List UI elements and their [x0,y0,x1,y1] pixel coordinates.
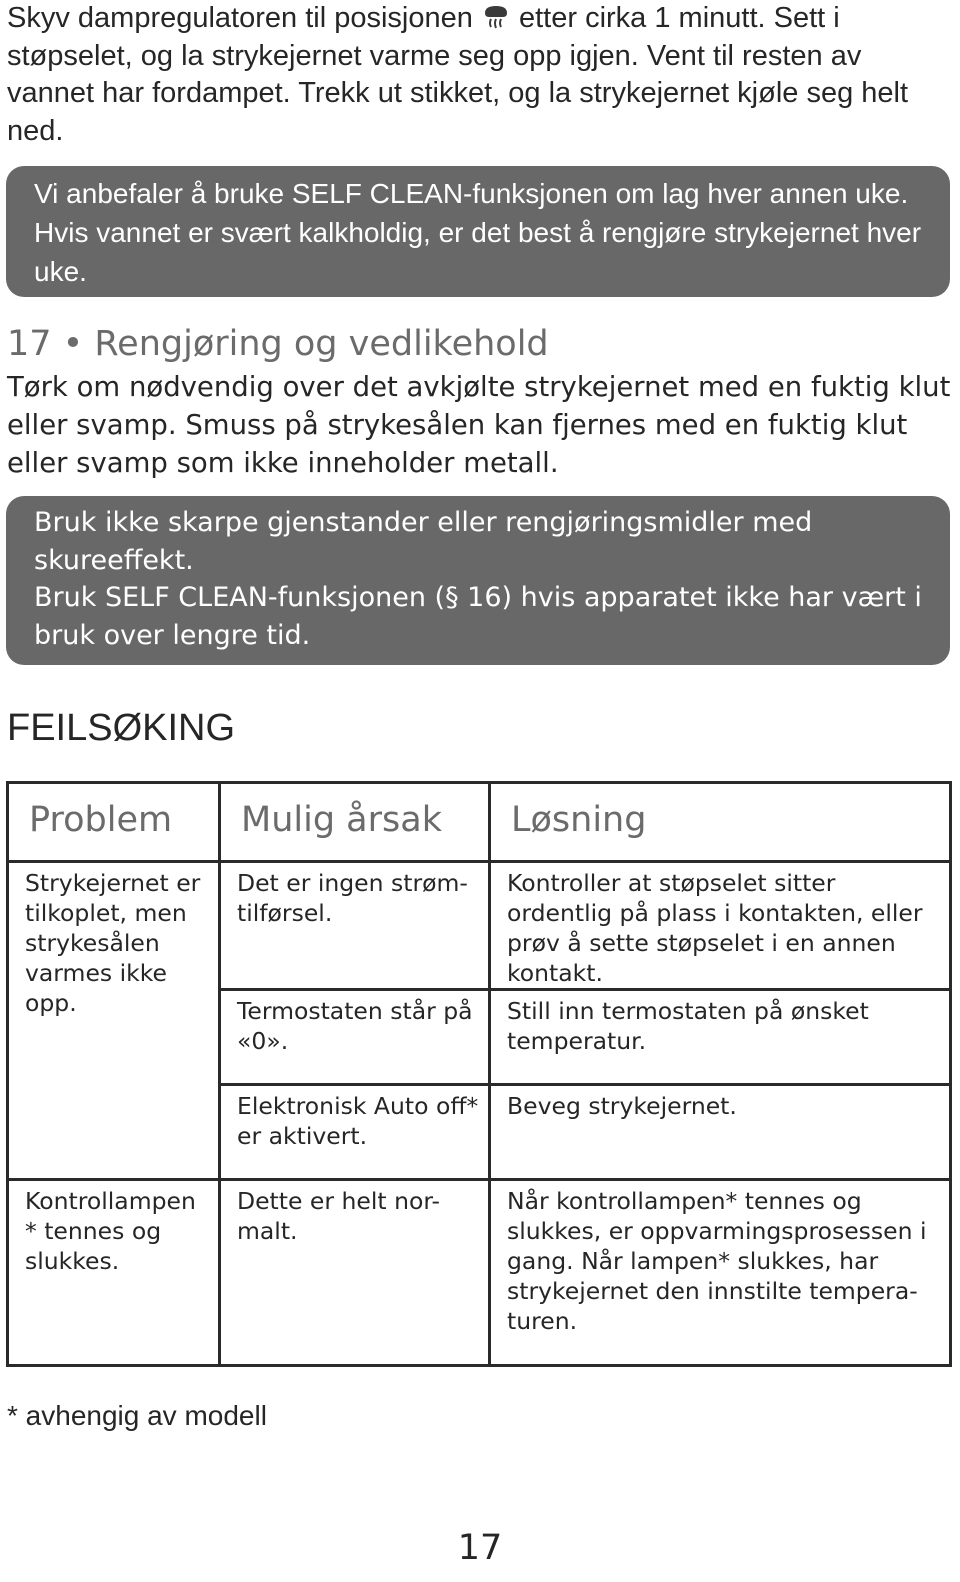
header-problem: Problem [8,783,220,862]
intro-paragraph [7,0,952,150]
warning-note [6,496,950,665]
recommendation-note [6,166,950,297]
footnote: * avhengig av modell [7,1400,267,1431]
cause-cell: Dette er helt nor-malt. [220,1180,490,1366]
section-heading: 17 • Rengjøring og vedlikehold [7,324,549,364]
header-cause: Mulig årsak [220,783,490,862]
solution-cell: Beveg strykejernet. [490,1085,951,1180]
intro-text-after-icon: etter cirka 1 minutt. Sett i støpselet, og la strykejernet varme seg opp igjen. Vent til resten av vannet har fordampet. Trekk ut stikket, og la strykejernet kjøle seg helt ned. [7,2,909,147]
recommendation-text: Vi anbefaler å bruke SELF CLEAN-funksjonen om lag hver annen uke. Hvis vannet er svært kalkholdig, er det best å rengjøre strykejernet hver uke. [34,178,922,287]
table-row [8,1180,951,1366]
intro-text-before-icon: Skyv dampregulatoren til posisjonen [7,2,473,34]
troubleshooting-title: FEILSØKING [7,707,236,749]
warning-line-2: Bruk SELF CLEAN-funksjonen (§ 16) hvis apparatet ikke har vært i bruk over lengre tid. [34,582,922,651]
problem-cell: Kontrollampen * tennes og slukkes. [8,1180,220,1366]
page-number: 17 [457,1528,503,1568]
solution-cell: Still inn termostaten på ønsket temperatur. [490,990,951,1085]
cause-cell: Termostaten står på «0». [220,990,490,1085]
problem-cell: Strykejernet er tilkoplet, men strykesålen varmes ikke opp. [8,862,220,1180]
solution-cell: Når kontrollampen* tennes og slukkes, er oppvarmingsprosessen i gang. Når lampen* slukkes, har strykejernet den innstilte tempera-turen. [490,1180,951,1366]
table-row [8,862,951,990]
table-header-row [8,783,951,862]
section-body: Tørk om nødvendig over det avkjølte strykejernet med en fuktig klut eller svamp. Smuss på strykesålen kan fjernes med en fuktig klut eller svamp som ikke inneholder metall. [7,371,951,479]
warning-line-1: Bruk ikke skarpe gjenstander eller rengjøringsmidler med skureeffekt. [34,507,813,576]
header-solution: Løsning [490,783,951,862]
solution-cell: Kontroller at støpselet sitter ordentlig på plass i kontakten, eller prøv å sette støpselet i en annen kontakt. [490,862,951,990]
steam-icon [483,4,509,32]
cause-cell: Elektronisk Auto off* er aktivert. [220,1085,490,1180]
cause-cell: Det er ingen strøm-tilførsel. [220,862,490,990]
troubleshooting-table [6,781,952,1367]
